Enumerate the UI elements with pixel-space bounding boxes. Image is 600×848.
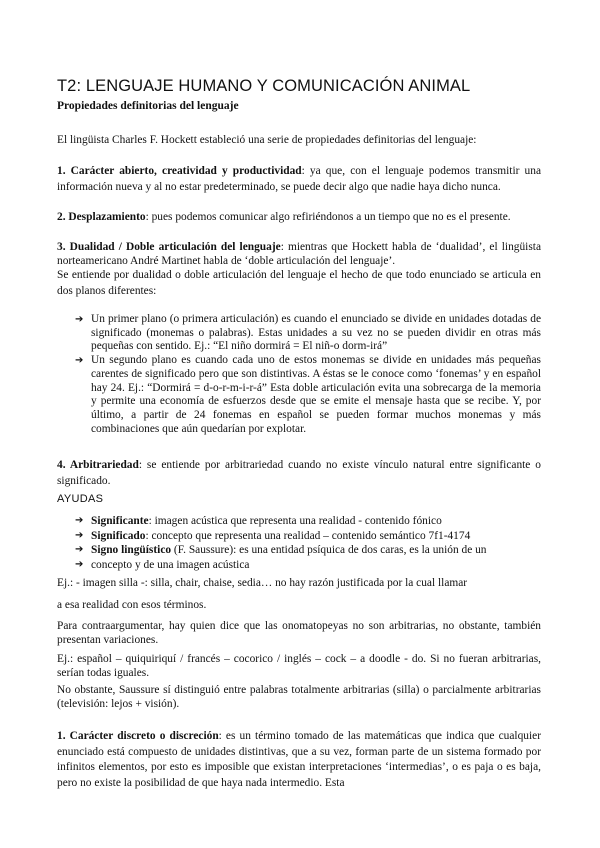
property-4-text: : se entiende por arbitrariedad cuando no existe vínculo natural entre significante o significado.: [57, 459, 541, 487]
ayuda-text: : concepto que representa una realidad – contenido semántico 7f1-4174: [145, 529, 471, 542]
property-3-definition: Se entiende por dualidad o doble articulación del lenguaje el hecho de que todo enunciado se articula en dos planos diferentes:: [57, 269, 541, 297]
property-5-text: : es un término tomado de las matemáticas que indica que cualquier enunciado está compuesto de unidades distintivas, que a su vez, forman parte de un sistema formado por infinitos elementos, por esto es imposible que existan interpretaciones ‘intermedias’, o es paja o es baja, pero no existe la posibilidad de que haya nada intermedio. Esta: [57, 730, 541, 789]
ayuda-term: Significante: [91, 515, 149, 527]
list-item: [75, 354, 541, 436]
ayuda-text: (F. Saussure): es una entidad psíquica de dos caras, es la unión de un: [171, 544, 487, 556]
property-1-text: : ya que, con el lenguaje podemos transmitir una información nueva y al no estar predeterminado, se puede decir algo que nadie haya dicho nunca.: [57, 165, 541, 193]
list-item: [75, 529, 541, 544]
property-3-label: 3. Dualidad / Doble articulación del lenguaje: [57, 241, 281, 253]
plano-2-text: Un segundo plano es cuando cada uno de estos monemas se divide en unidades más pequeñas carentes de significado pero que son distintivas. A éstas se le conoce como ‘fonemas’ y en español hay 24. Ej.: “Dormirá = d-o-r-m-i-r-á” Esta doble articulación evita una sobrecarga de la memoria y permite una economía de esfuerzos desde que se emite el mensaje hasta que se recibe. Y, por último, a partir de 24 fonemas en español se pueden formar muchos monemas y más combinaciones que aún quedarían por explotar.: [91, 354, 541, 435]
example-2-paragraph: Ej.: español – quiquiriquí / francés – cocorico / inglés – cock – a doodle - do. Si no fueran arbitrarias, serían todas iguales.: [57, 653, 541, 679]
property-4-paragraph: [57, 458, 541, 489]
arrow-bullet-icon: ➔: [75, 558, 84, 570]
property-3-paragraph: [57, 241, 541, 268]
intro-paragraph: El lingüista Charles F. Hockett estableció una serie de propiedades definitorias del lenguaje:: [57, 134, 477, 146]
property-2-paragraph: [57, 210, 541, 226]
ayudas-list: [75, 514, 541, 572]
list-item: [75, 558, 541, 573]
arrow-bullet-icon: ➔: [75, 355, 84, 367]
ayuda-term: Significado: [91, 529, 146, 542]
page-subtitle: Propiedades definitorias del lenguaje: [57, 100, 239, 112]
list-item: [75, 543, 541, 558]
list-item: [75, 514, 541, 529]
counterargument-paragraph: Para contraargumentar, hay quien dice que las onomatopeyas no son arbitrarias, no obstante, también presentan variaciones.: [57, 620, 541, 646]
arrow-bullet-icon: ➔: [75, 515, 84, 526]
planos-list: [75, 313, 541, 436]
example-1-line-2: a esa realidad con esos términos.: [57, 599, 207, 611]
property-2-text: : pues podemos comunicar algo refiriéndonos a un tiempo que no es el presente.: [145, 211, 511, 223]
property-2-label: 2. Desplazamiento: [57, 211, 146, 223]
ayuda-text: : imagen acústica que representa una realidad - contenido fónico: [148, 515, 442, 527]
arrow-bullet-icon: ➔: [75, 529, 84, 541]
property-5-label: 1. Carácter discreto o discreción: [57, 730, 219, 742]
property-4-label: 4. Arbitrariedad: [57, 459, 139, 471]
plano-1-text: Un primer plano (o primera articulación) es cuando el enunciado se divide en unidades dotadas de significado (monemas o palabras). Estas unidades a su vez no se pueden dividir en otras más pequeñas con sentido. Ej.: “El niño dormirá = El niñ-o dorm-irá”: [91, 313, 541, 353]
property-5-paragraph: [57, 729, 541, 791]
saussure-paragraph: No obstante, Saussure sí distinguió entre palabras totalmente arbitrarias (silla) o parcialmente arbitrarias (televisión: lejos + visión).: [57, 684, 541, 710]
ayudas-heading: AYUDAS: [57, 493, 104, 505]
property-1-paragraph: [57, 164, 541, 195]
ayuda-term: Signo lingüístico: [91, 544, 172, 556]
ayuda-text: concepto y de una imagen acústica: [91, 558, 250, 571]
property-1-label: 1. Carácter abierto, creatividad y productividad: [57, 165, 302, 177]
arrow-bullet-icon: ➔: [75, 544, 84, 555]
arrow-bullet-icon: ➔: [75, 314, 84, 325]
example-1-line-1: Ej.: - imagen silla -: silla, chair, chaise, sedia… no hay razón justificada por la cual llamar: [57, 577, 468, 589]
list-item: [75, 313, 541, 354]
property-3-text: : mientras que Hockett habla de ‘dualidad’, el lingüista norteamericano André Martinet habla de ‘doble articulación del lenguaje’.: [57, 241, 542, 267]
page-title: T2: LENGUAJE HUMANO Y COMUNICACIÓN ANIMAL: [57, 77, 471, 95]
